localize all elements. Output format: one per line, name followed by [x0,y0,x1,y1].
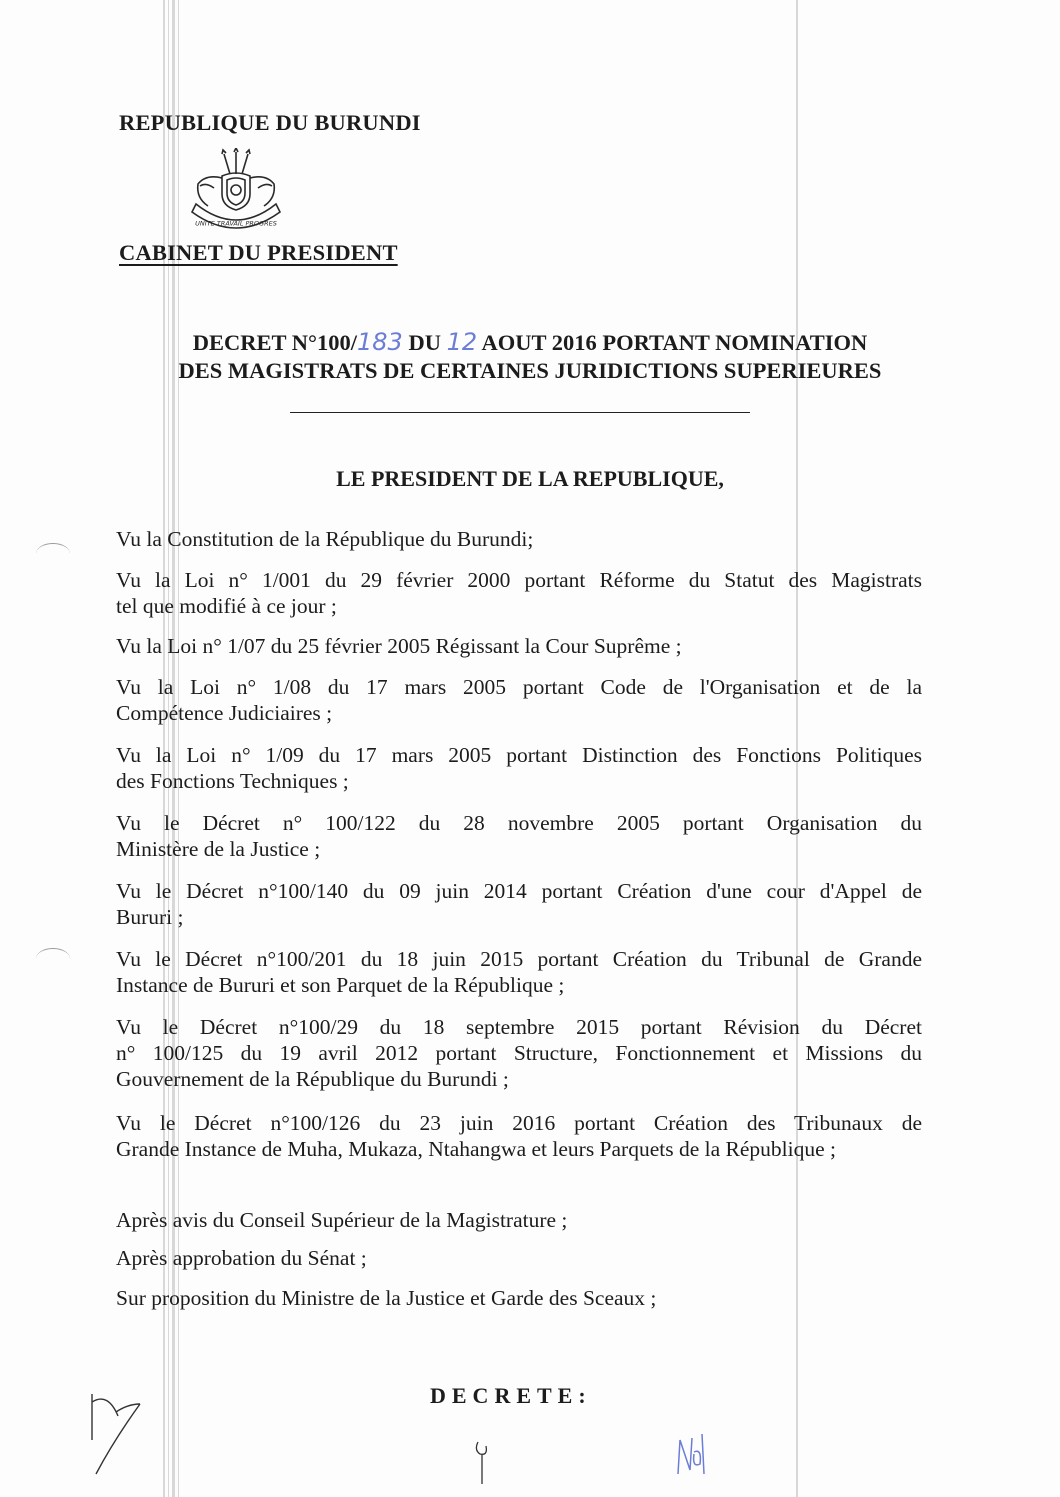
consideration-11: Après avis du Conseil Supérieur de la Magistrature ; [116,1208,568,1232]
initial-mark-right [672,1430,716,1482]
title-divider [290,412,750,413]
handwritten-day: 12 [446,328,478,356]
consideration-3: Vu la Loi n° 1/07 du 25 février 2005 Régissant la Cour Suprême ; [116,634,682,658]
consideration-5: Vu la Loi n° 1/09 du 17 mars 2005 portant Distinction des Fonctions Politiques des Fonctions Techniques ; [116,743,922,793]
initial-mark-left [80,1382,150,1482]
decree-title-line-2: DES MAGISTRATS DE CERTAINES JURIDICTIONS SUPERIEURES [178,358,882,383]
punch-hole-mark [36,948,70,969]
consideration-7: Vu le Décret n°100/140 du 09 juin 2014 portant Création d'une cour d'Appel de Bururi ; [116,879,922,929]
consideration-4: Vu la Loi n° 1/08 du 17 mars 2005 portant Code de l'Organisation et de la Compétence Judiciaires ; [116,675,922,725]
burundi-coat-of-arms-icon [186,148,286,234]
initial-mark-center [470,1438,500,1488]
consideration-12: Après approbation du Sénat ; [116,1246,367,1270]
consideration-6: Vu le Décret n° 100/122 du 28 novembre 2005 portant Organisation du Ministère de la Justice ; [116,811,922,861]
republic-header: REPUBLIQUE DU BURUNDI [119,110,421,135]
president-heading: LE PRESIDENT DE LA REPUBLIQUE, [336,466,724,491]
cabinet-header: CABINET DU PRESIDENT [119,240,398,265]
punch-hole-mark [36,543,70,564]
consideration-8: Vu le Décret n°100/201 du 18 juin 2015 portant Création du Tribunal de Grande Instance de Bururi et son Parquet de la République ; [116,947,922,997]
consideration-13: Sur proposition du Ministre de la Justice et Garde des Sceaux ; [116,1286,657,1310]
consideration-10: Vu le Décret n°100/126 du 23 juin 2016 portant Création des Tribunaux de Grande Instance de Muha, Mukaza, Ntahangwa et leurs Parquets de la République ; [116,1111,922,1161]
consideration-2: Vu la Loi n° 1/001 du 29 février 2000 portant Réforme du Statut des Magistrats tel que modifié à ce jour ; [116,568,922,618]
consideration-9: Vu le Décret n°100/29 du 18 septembre 2015 portant Révision du Décret n° 100/125 du 19 avril 2012 portant Structure, Fonctionnement et Missions du Gouvernement de la République du Burundi ; [116,1015,922,1091]
emblem-motto: UNITE TRAVAIL PROGRES [195,219,277,228]
decree-title-line-1: DECRET N°100/183 DU 12 AOUT 2016 PORTANT NOMINATION [192,328,868,356]
decrete-heading: DECRETE: [430,1383,592,1408]
consideration-1: Vu la Constitution de la République du Burundi; [116,527,534,551]
handwritten-decree-number: 183 [357,328,403,356]
